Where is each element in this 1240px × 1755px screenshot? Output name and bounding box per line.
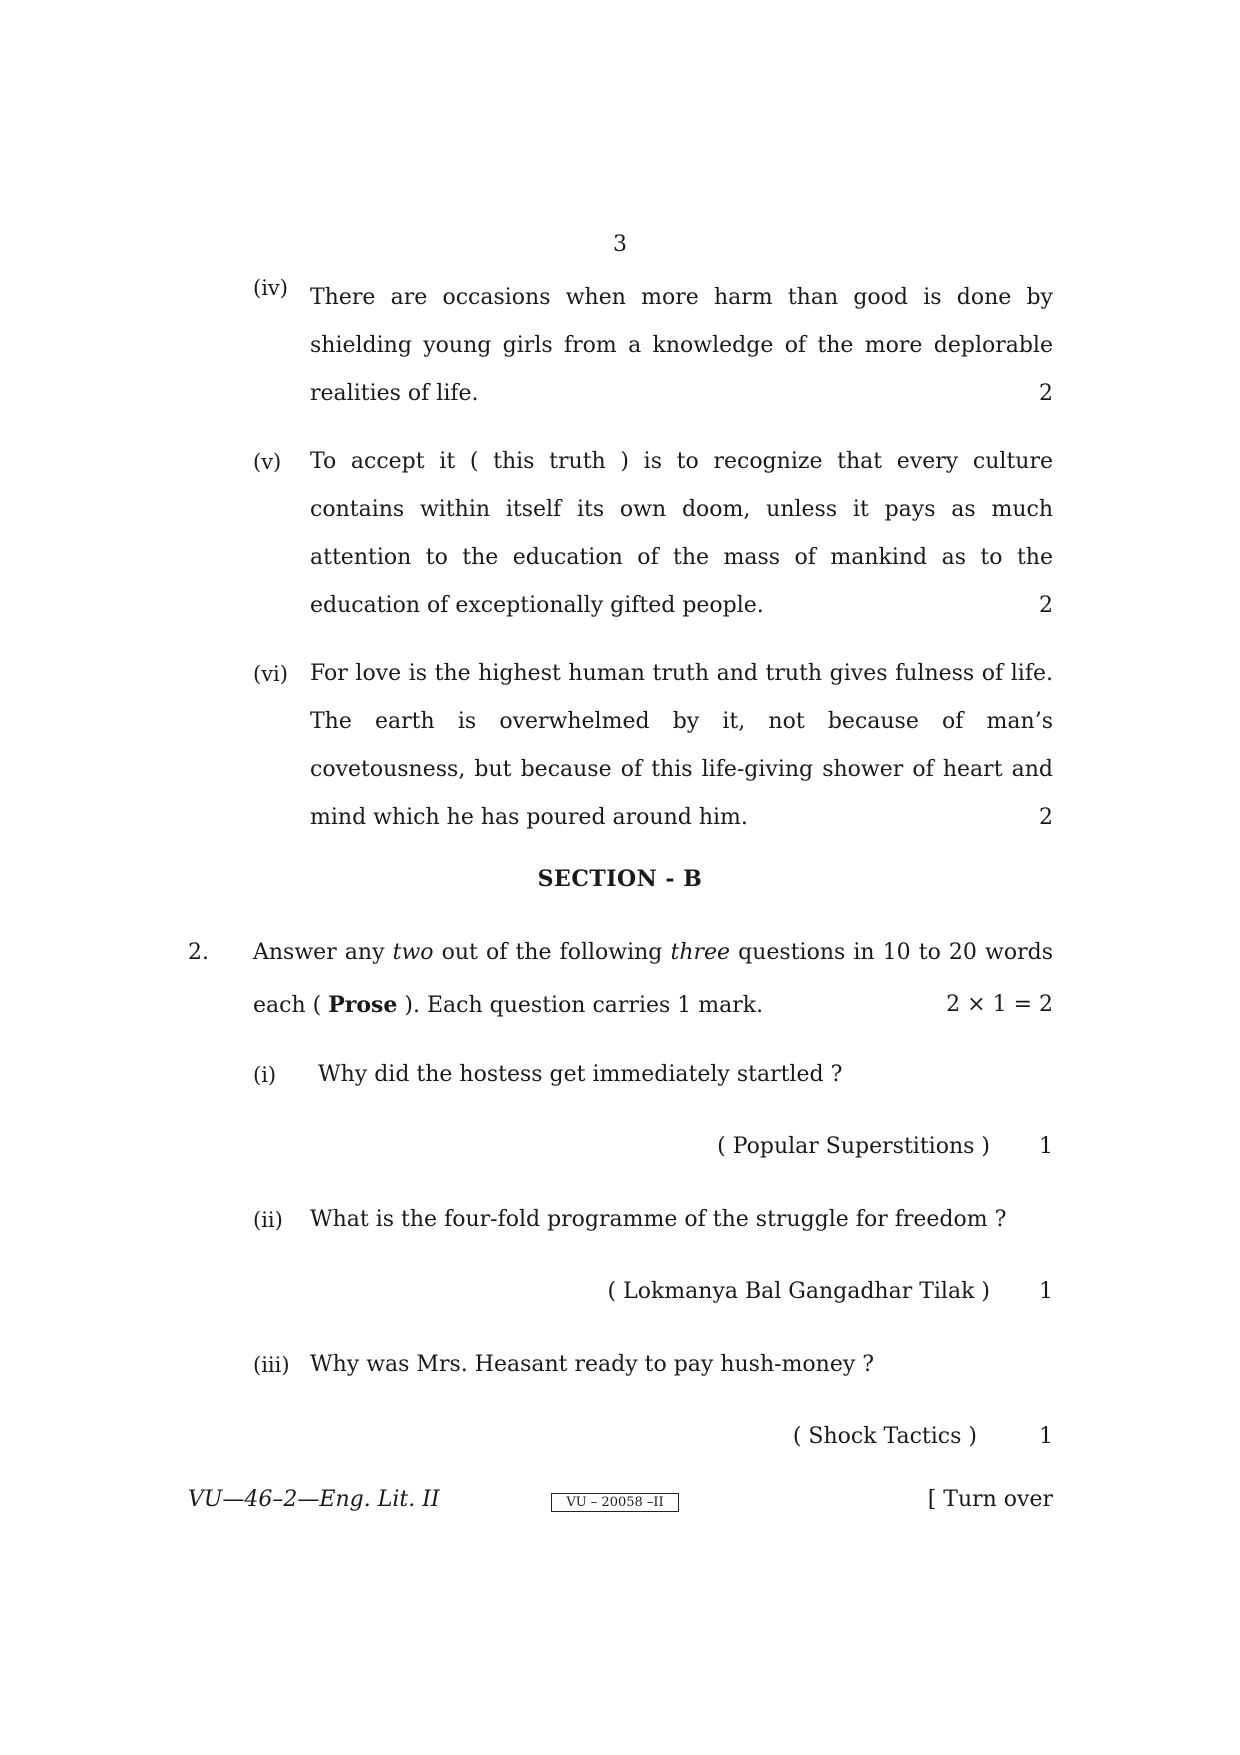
question-number: 2. — [188, 940, 209, 965]
passage-line: contains within itself its own doom, unless it pays as much — [310, 497, 1053, 522]
passage-line: The earth is overwhelmed by it, not because of man’s — [310, 709, 1053, 734]
passage-line: realities of life. — [310, 381, 479, 406]
marks: 2 — [1039, 381, 1053, 406]
passage-line: covetousness, but because of this life-giving shower of heart and — [310, 757, 1053, 782]
passage-line: There are occasions when more harm than good is done by — [310, 285, 1053, 310]
passage-line: attention to the education of the mass of mankind as to the — [310, 545, 1053, 570]
item-number: (v) — [253, 450, 282, 474]
paper-code: VU—46–2—Eng. Lit. II — [188, 1487, 440, 1512]
passage-line: education of exceptionally gifted people. — [310, 593, 764, 618]
passage-line: To accept it ( this truth ) is to recognize that every culture — [310, 449, 1053, 474]
source-title: ( Popular Superstitions ) — [717, 1134, 990, 1159]
marks: 1 — [1039, 1134, 1053, 1159]
instruction-text: ). Each question carries 1 mark. — [397, 993, 764, 1018]
instruction-emphasis: two — [392, 940, 434, 965]
turn-over-note: [ Turn over — [927, 1487, 1053, 1512]
page-number: 3 — [613, 232, 627, 257]
instruction-text: Answer any — [253, 940, 393, 965]
instruction-text: out of the following — [433, 940, 671, 965]
instruction-text: questions in 10 to 20 words — [730, 940, 1053, 965]
question-text: What is the four-fold programme of the struggle for freedom ? — [310, 1207, 1007, 1232]
total-marks: 2 × 1 = 2 — [946, 992, 1053, 1017]
instruction-text: each ( — [253, 993, 329, 1018]
paper-serial-box: VU – 20058 –II — [551, 1493, 679, 1512]
question-number-ii: (ii) — [253, 1208, 283, 1232]
source-title: ( Lokmanya Bal Gangadhar Tilak ) — [607, 1279, 990, 1304]
passage-line: mind which he has poured around him. — [310, 805, 748, 830]
instruction-line-2 — [253, 992, 1053, 1018]
question-number-i: (i) — [253, 1063, 277, 1087]
marks: 2 — [1039, 805, 1053, 830]
passage-item-vi — [253, 650, 1053, 850]
passage-line: shielding young girls from a knowledge of the more deplorable — [310, 333, 1053, 358]
marks: 1 — [1039, 1424, 1053, 1449]
passage-line: For love is the highest human truth and truth gives fulness of life. — [310, 661, 1053, 686]
question-number-iii: (iii) — [253, 1353, 290, 1377]
marks: 1 — [1039, 1279, 1053, 1304]
item-number: (vi) — [253, 662, 288, 686]
instruction-emphasis: three — [670, 940, 731, 965]
passage-item-v — [253, 438, 1053, 638]
instruction-line-1 — [253, 940, 1053, 965]
source-title: ( Shock Tactics ) — [792, 1424, 977, 1449]
question-text: Why was Mrs. Heasant ready to pay hush-money ? — [310, 1352, 875, 1377]
item-number: (iv) — [253, 276, 288, 300]
passage-item-iv — [253, 274, 1053, 404]
section-heading: SECTION - B — [537, 866, 703, 892]
instruction-bold: Prose — [328, 992, 398, 1018]
marks: 2 — [1039, 593, 1053, 618]
question-text: Why did the hostess get immediately startled ? — [318, 1062, 843, 1087]
